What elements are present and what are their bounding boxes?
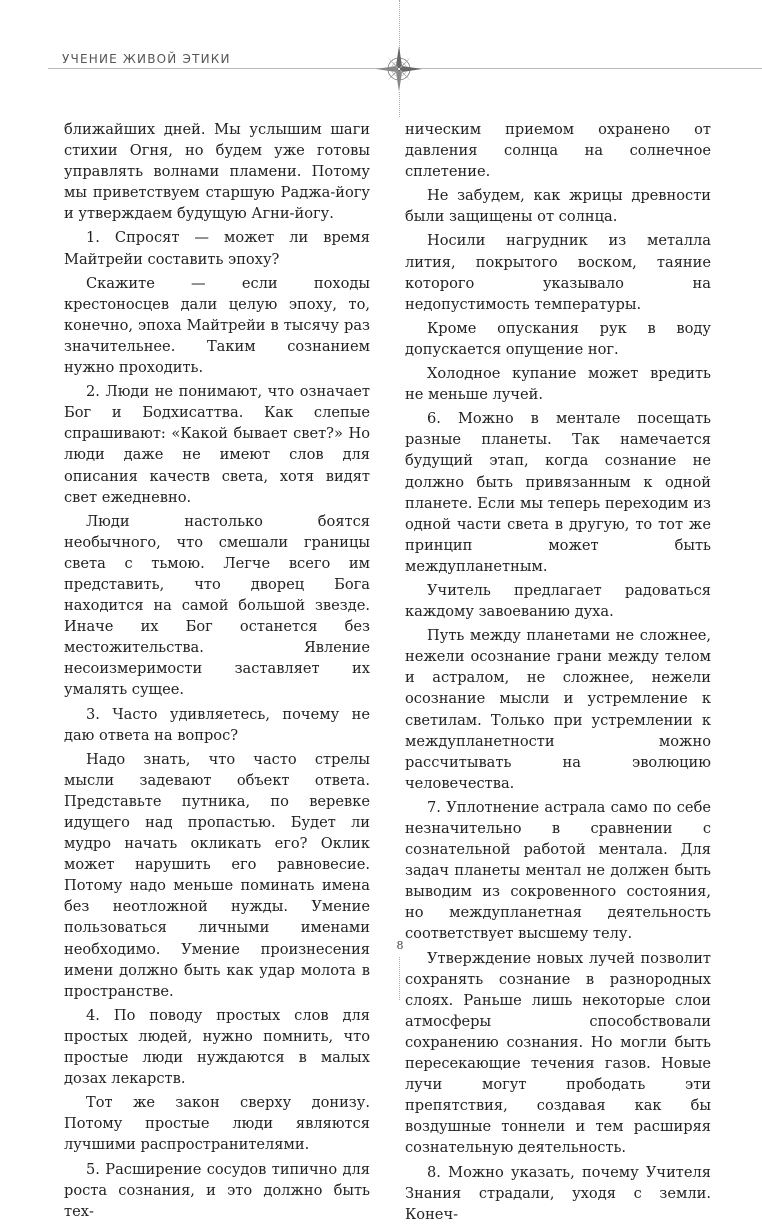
paragraph: Утверждение новых лучей позволит сохранять сознание в разнородных слоях. Раньше лишь некоторые слои атмосферы способствовали сохранению сознания. Но могли быть пересекающие течения газов. Новые лучи могут прободать эти препятствия, создавая как бы воздушные тоннели и тем расширяя сознательную деятельность. (405, 949, 711, 1157)
paragraph: Тот же закон сверху донизу. Потому простые люди являются лучшими распространителями. (64, 1094, 370, 1154)
left-text-column (64, 119, 370, 1222)
paragraph: 7. Уплотнение астрала само по себе незначительно в сравнении с сознательной работой ментала. Для задач планеты ментал не должен быть выводим из сокровенного состояния, но междупланетная деятельность соответствует высшему телу. (405, 798, 711, 943)
paragraph: Надо знать, что часто стрелы мысли задевают объект ответа. Представьте путника, по веревке идущего над пропастью. Будет ли мудро начать окликать его? Оклик может нарушить его равновесие. Потому надо меньше поминать имена без неотложной нужды. Умение пользоваться личными именами необходимо. Умение произнесения имени должно быть как удар молота в пространстве. (64, 750, 370, 1000)
paragraph: 8. Можно указать, почему Учителя Знания страдали, уходя с земли. Конеч- (405, 1163, 711, 1223)
paragraph: 1. Спросят — может ли время Майтрейи составить эпоху? (64, 229, 370, 268)
paragraph: Холодное купание может вредить не меньше лучей. (405, 365, 711, 404)
paragraph: Учитель предлагает радоваться каждому завоеванию духа. (405, 581, 711, 621)
paragraph: Не забудем, как жрицы древности были защищены от солнца. (405, 187, 711, 226)
center-dotted-rule-bottom (399, 957, 400, 1000)
paragraph: Носили нагрудник из металла лития, покрытого воском, таяние которого указывало на недопустимость температуры. (405, 232, 711, 313)
paragraph: Люди настолько боятся необычного, что смешали границы света с тьмою. Легче всего им представить, что дворец Бога находится на самой большой звезде. Иначе их Бог останется без местожительства. Явление несоизмеримости заставляет их умалять сущее. (64, 512, 370, 699)
paragraph: ническим приемом охранено от давления солнца на солнечное сплетение. (405, 121, 711, 181)
center-dotted-rule-mid (399, 92, 400, 117)
paragraph: 4. По поводу простых слов для простых людей, нужно помнить, что простые люди нуждаются в малых дозах лекарств. (64, 1006, 370, 1088)
paragraph: 2. Люди не понимают, что означает Бог и Бодхисаттва. Как слепые спрашивают: «Какой бывает свет?» Но люди даже не имеют слов для описания качеств света, хотя видят свет ежедневно. (64, 383, 370, 506)
paragraph: 3. Часто удивляетесь, почему не даю ответа на вопрос? (64, 705, 370, 744)
running-head: УЧЕНИЕ ЖИВОЙ ЭТИКИ (62, 52, 231, 66)
page-number: 8 (396, 939, 404, 952)
paragraph: 6. Можно в ментале посещать разные планеты. Так намечается будущий этап, когда сознание не должно быть привязанным к одной планете. Если мы теперь переходим из одной части света в другую, то тот же принцип может быть междупланетным. (405, 410, 711, 575)
paragraph: 5. Расширение сосудов типично для роста сознания, и это должно быть тех- (64, 1160, 370, 1220)
paragraph: Кроме опускания рук в воду допускается опущение ног. (405, 319, 711, 358)
paragraph: Путь между планетами не сложнее, нежели осознание грани между телом и астралом, не сложнее, нежели осознание мысли и устремление к светилам. Только при устремлении к междупланетности можно рассчитывать на эволюцию человечества. (405, 627, 711, 792)
right-text-column (405, 119, 711, 1225)
paragraph: ближайших дней. Мы услышим шаги стихии Огня, но будем уже готовы управлять волнами пламени. Потому мы приветствуем старшую Раджа-йогу и утверждаем будущую Агни-йогу. (64, 121, 370, 223)
paragraph: Скажите — если походы крестоносцев дали целую эпоху, то, конечно, эпоха Майтрейи в тысячу раз значительнее. Таким сознанием нужно проходить. (64, 274, 370, 377)
compass-rose-icon (374, 44, 424, 94)
